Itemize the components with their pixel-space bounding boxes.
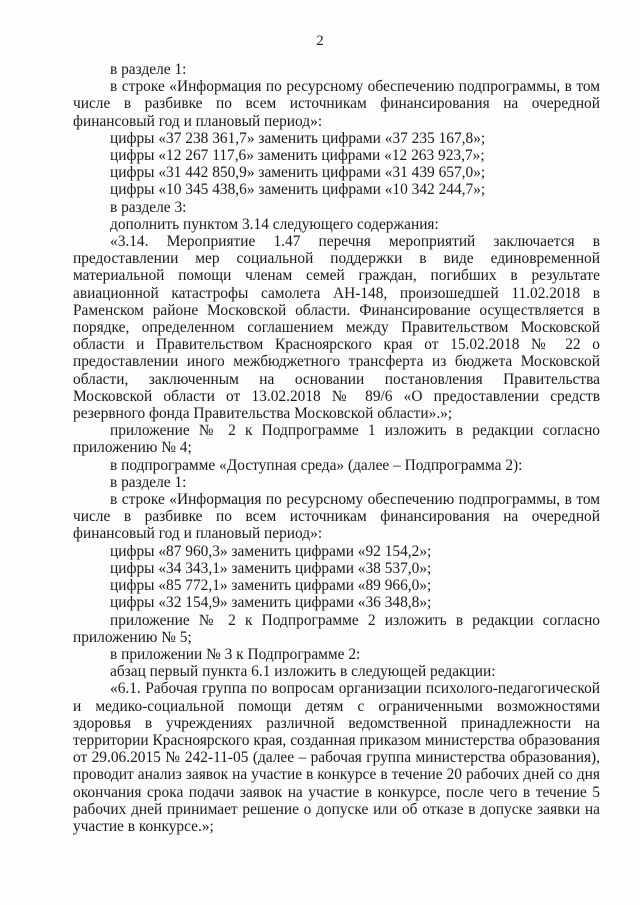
paragraph: абзац первый пункта 6.1 изложить в следующей редакции:	[110, 663, 496, 681]
paragraph: цифры «31 442 850,9» заменить цифрами «31 439 657,0»;	[110, 164, 486, 182]
paragraph: цифры «34 343,1» заменить цифрами «38 537,0»;	[110, 559, 432, 577]
paragraph: в разделе 3:	[110, 198, 187, 216]
paragraph: в строке «Информация по ресурсному обеспечению подпрограммы, в том числе в разбивке по всем источникам финансирования на очередной финансовый год и плановый период»:	[73, 491, 600, 543]
paragraph: цифры «10 345 438,6» заменить цифрами «10 342 244,7»;	[110, 181, 486, 199]
paragraph: в строке «Информация по ресурсному обеспечению подпрограммы, в том числе в разбивке по всем источникам финансирования на очередной финансовый год и плановый период»:	[73, 78, 600, 130]
paragraph: в приложении № 3 к Подпрограмме 2:	[110, 645, 361, 663]
paragraph: приложение № 2 к Подпрограмме 2 изложить в редакции согласно приложению № 5;	[73, 611, 600, 646]
paragraph: в подпрограмме «Доступная среда» (далее – Подпрограмма 2):	[110, 456, 523, 474]
paragraph: цифры «87 960,3» заменить цифрами «92 154,2»;	[110, 542, 432, 560]
paragraph: в разделе 1:	[110, 61, 187, 78]
paragraph: дополнить пунктом 3.14 следующего содержания:	[110, 215, 439, 233]
paragraph: в разделе 1:	[110, 473, 187, 491]
paragraph: «6.1. Рабочая группа по вопросам организации психолого-педагогической и медико-социальной помощи детям с ограниченными возможностями здоровья в учреждениях различной ведомственной принадлежности на территории Красноярского края, созданная приказом министерства образования от 29.06.2015 № 242-11-05 (далее – рабочая группа министерства образования), проводит анализ заявок на участие в конкурсе в течение 20 рабочих дней со дня окончания срока подачи заявок на участие в конкурсе, после чего в течение 5 рабочих дней принимает решение о допуске или об отказе в допуске заявки на участие в конкурсе.»;	[73, 680, 600, 835]
paragraph: цифры «12 267 117,6» заменить цифрами «12 263 923,7»;	[110, 147, 485, 165]
paragraph: цифры «37 238 361,7» заменить цифрами «37 235 167,8»;	[110, 129, 486, 147]
paragraph: приложение № 2 к Подпрограмме 1 изложить в редакции согласно приложению № 4;	[73, 422, 600, 457]
page-number: 2	[316, 33, 324, 49]
paragraph: цифры «32 154,9» заменить цифрами «36 348,8»;	[110, 594, 432, 612]
document-body	[73, 61, 600, 835]
paragraph: «3.14. Мероприятие 1.47 перечня мероприятий заключается в предоставлении мер социальной поддержки в виде единовременной материальной помощи членам семей граждан, погибших в результате авиационной катастрофы самолета АН-148, произошедшей 11.02.2018 в Раменском районе Московской области. Финансирование осуществляется в порядке, определенном соглашением между Правительством Московской области и Правительством Красноярского края от 15.02.2018 № 22 о предоставлении иного межбюджетного трансферта из бюджета Московской области, заключенным на основании постановления Правительства Московской области от 13.02.2018 № 89/6 «О предоставлении средств резервного фонда Правительства Московской области».»;	[73, 233, 600, 423]
paragraph: цифры «85 772,1» заменить цифрами «89 966,0»;	[110, 577, 432, 595]
